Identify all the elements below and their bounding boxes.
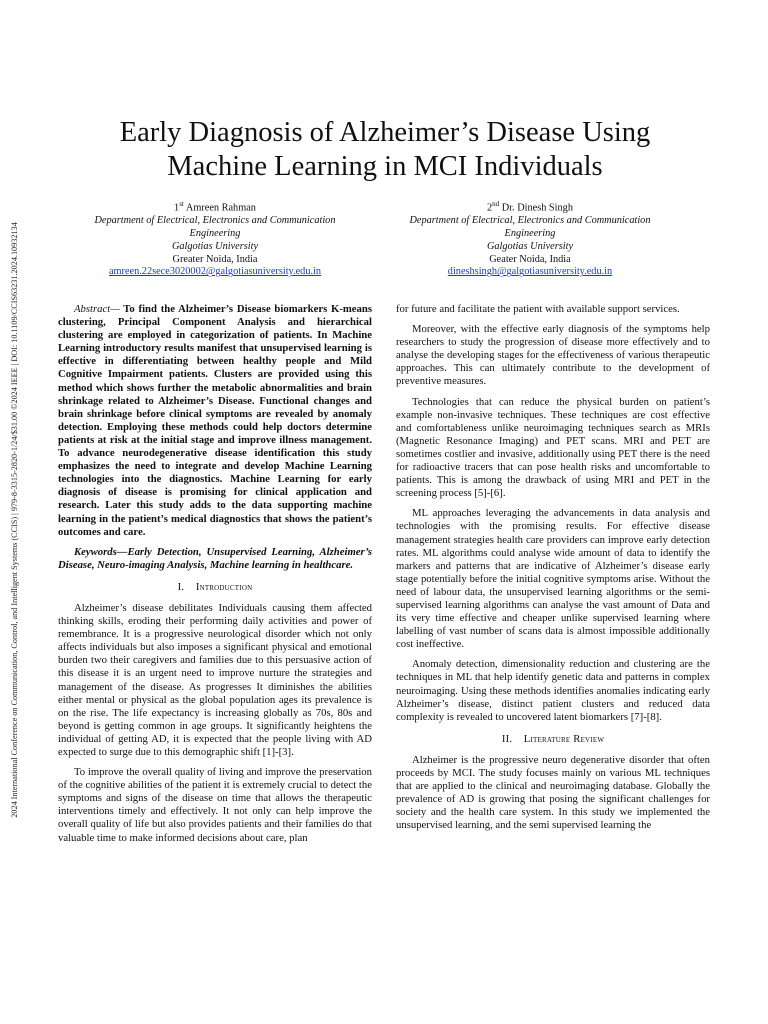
abstract-lead: Abstract—	[74, 303, 120, 315]
author-email-link[interactable]: dineshsingh@galgotiasuniversity.edu.in	[447, 266, 613, 278]
literature-paragraph-1: Alzheimer is the progressive neuro degenerative disorder that often proceeds by MCI. The study focuses mainly on various ML techniques that are applied to the clinical and neuroimaging database. Globally the prevalence of AD is growing that posing the significant challenges for society and the health care system. In this study we implemented the unsupervised learning, and the semi supervised learning the	[396, 753, 710, 832]
body-paragraph-technologies: Technologies that can reduce the physical burden on patient’s example non-invasive techniques. These techniques are cost effective and comfortableness unlike neuroimaging techniques search as MRIs (Magnetic Resonance Imaging) and PET scans. MRI and PET are sometimes costlier and invasive, additionally using PET there is the need for radioactive tracers that can pose health risks and uncomfortable to patients. This is among the drawback of using MRI and PET in the screening process [5]-[6].	[396, 395, 710, 500]
author-department: Department of Electrical, Electronics and Communication	[409, 215, 651, 227]
author-department: Department of Electrical, Electronics and Communication	[94, 215, 336, 227]
abstract-paragraph	[58, 303, 372, 539]
right-column	[396, 303, 710, 839]
author-ordinal-suffix: nd	[492, 200, 500, 208]
keywords-paragraph: Keywords—Early Detection, Unsupervised Learning, Alzheimer’s Disease, Neuro-imaging Analysis, Machine learning in healthcare.	[58, 545, 372, 571]
author-name-text: Amreen Rahman	[183, 202, 256, 214]
author-name	[55, 198, 375, 215]
author-ordinal-suffix: st	[179, 200, 184, 208]
body-paragraph-early-diagnosis: Moreover, with the effective early diagnosis of the symptoms help researchers to study the progression of disease more effectively and to analyse the developing stages for the effectiveness of various therapeutic approaches. This can ultimately contribute to the development of preventive measures.	[396, 323, 710, 388]
author-university: Galgotias University	[171, 240, 259, 252]
paper-title	[60, 116, 710, 184]
abstract-body: To find the Alzheimer’s Disease biomarkers K-means clustering, Principal Component Analysis and hierarchical clustering are employed in categorization of patients. In Machine Learning introductory results manifest that unsupervised learning is effective in differentiating between healthy people and Mild Cognitive Impairment patients. Clusters are provided using this method which shows further the metabolic abnormalities and brain shrinkage related to Alzheimer’s Disease. Functional changes and brain shrinkage before clinical symptoms are revealed by anomaly detection. Employing these methods could help doctors determine patients at risk at the initial stage and improve illness management. To advance neurodegenerative disease identification this study emphasizes the need to integrate and develop Machine Learning technologies into the diagnostics. Machine Learning for early diagnosis of disease is promising for clinical application and research. Later this study adds to the data supporting machine learning in the patient’s medical diagnostics that shows the patient’s outcomes and care.	[58, 303, 372, 538]
conference-side-note	[5, 160, 25, 880]
section-heading-introduction	[58, 581, 372, 594]
author-block-2	[370, 198, 690, 279]
intro-paragraph-2: To improve the overall quality of living and improve the preservation of the cognitive abilities of the patient it is extremely crucial to detect the symptoms and signs of the disease on time that allows the therapeutic interventions timely and effectively. It not only can help improve the overall quality of life but also provides patients and their families do that valuable time to make informed decisions about care, plan	[58, 766, 372, 844]
author-department-cont: Engineering	[189, 228, 241, 240]
left-column	[58, 303, 372, 852]
body-paragraph-ml-approaches: ML approaches leveraging the advancements in data analysis and technologies with the promising results. For effective disease management strategies health care providers can improve early detection rates. ML algorithms could analyse wide amount of data to identify the markers and patterns that are indicative of Alzheimer’s disease early stage potentially before the initial cognitive symptoms arise. Without the need of labour data, the unsupervised learning algorithms or the semi-supervised learning algorithms can analyse the vast amount of Data and its very time effective and cheaper unlike supervised learning where labelling of vast number of scans data is almost impossible additionally cost ineffective.	[396, 507, 710, 651]
author-name-text: Dr. Dinesh Singh	[499, 202, 573, 214]
author-email-link[interactable]: amreen.22sece3020002@galgotiasuniversity.edu.in	[108, 266, 322, 278]
title-line-2: Machine Learning in MCI Individuals	[167, 151, 603, 182]
author-block-1	[55, 198, 375, 279]
author-city: Greater Noida, India	[172, 253, 258, 265]
section-heading-literature-review	[396, 733, 710, 746]
title-line-1: Early Diagnosis of Alzheimer’s Disease Using	[119, 117, 651, 148]
section-number: I.	[177, 580, 185, 593]
intro-paragraph-1: Alzheimer’s disease debilitates Individuals causing them affected thinking skills, eroding their performing daily activities and power of remembrance. It is a progressive neurological disorder which not only affects individuals but also imposes a significant physical and emotional burden two their caregivers and families due to this persuasive action of this disease it is an urgent need to improve nurture the strategies and management of the disease. As progresses It diminishes the abilities either mental or physical as the global population ages its prevalence is on the rise. The life expectancy is increasing globally as 70s, 80s and beyond is getting common in age groups. It significantly heightens the individual of getting AD, it is expected that the people living with AD expected to surge due to this demographic shift [1]-[3].	[58, 601, 372, 758]
author-city: Geater Noida, India	[489, 253, 571, 265]
conference-citation-text: 2024 International Conference on Communication, Control, and Intelligent Systems (CCIS) | 979-8-3315-2820-1/24/$31.00 ©2024 IEEE | DOI: 10.1109/CCIS63231.2024.10932134	[10, 222, 19, 818]
author-name	[370, 198, 690, 215]
section-title: Introduction	[195, 580, 253, 593]
continued-paragraph: for future and facilitate the patient with available support services.	[396, 303, 680, 315]
section-number: II.	[501, 732, 513, 745]
author-ordinal: 1	[174, 202, 180, 214]
author-ordinal: 2	[487, 202, 493, 214]
body-paragraph-anomaly-detection: Anomaly detection, dimensionality reduction and clustering are the techniques in ML that help identify genetic data and patterns in complex neuroimaging. Using these methods identifies anomalies indicating early Alzheimer’s disease, distinct patient clusters and reduced data complexity is revealed to uncovered latent biomarkers [7]-[8].	[396, 658, 710, 723]
section-title: Literature Review	[523, 732, 605, 745]
author-department-cont: Engineering	[504, 228, 556, 240]
author-university: Galgotias University	[486, 240, 574, 252]
